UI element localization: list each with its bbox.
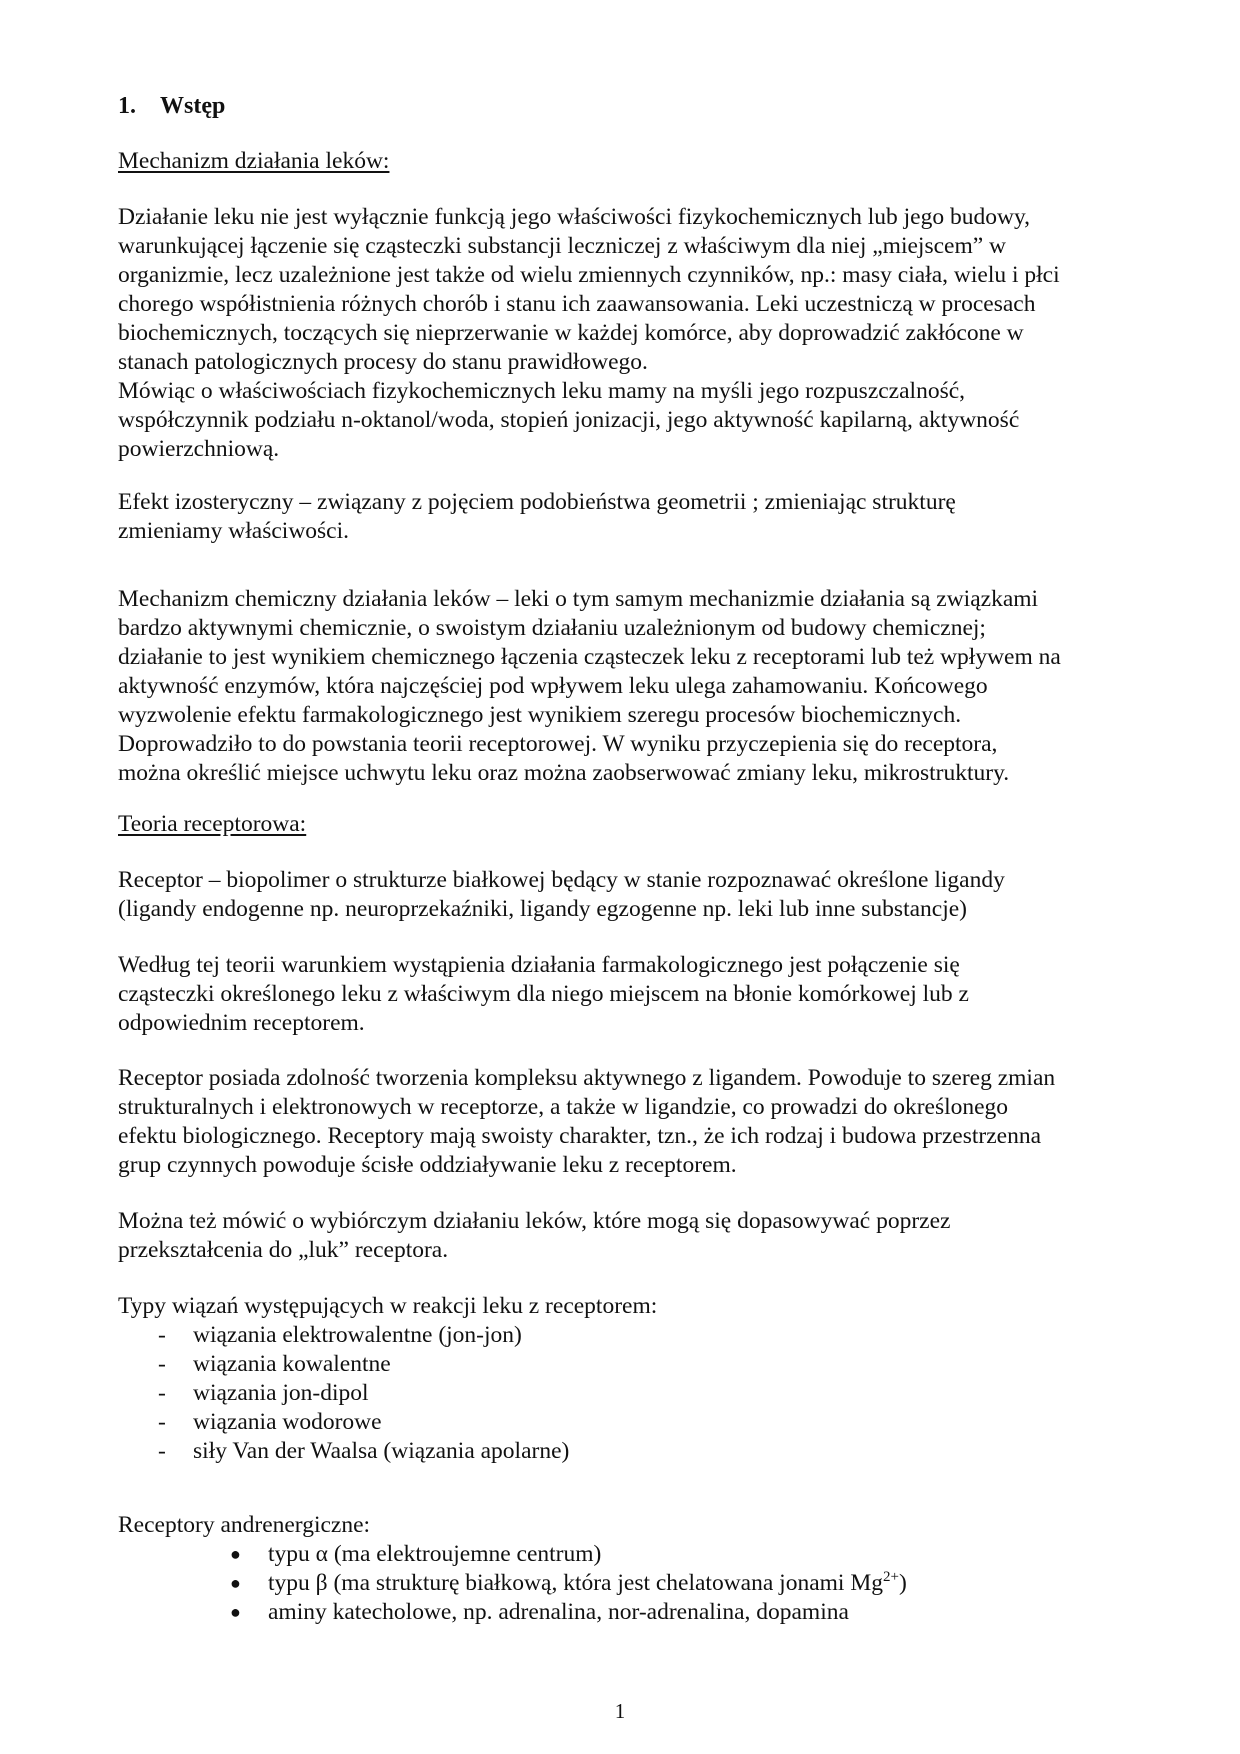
text-line: stanach patologicznych procesy do stanu prawidłowego. xyxy=(118,349,648,375)
bond-types-intro: Typy wiązań występujących w reakcji leku z receptorem: xyxy=(118,1293,658,1319)
text-line: cząsteczki określonego leku z właściwym dla niego miejscem na błonie komórkowej lub z xyxy=(118,981,969,1007)
text-line: aktywność enzymów, która najczęściej pod wpływem leku ulega zahamowaniu. Końcowego xyxy=(118,673,988,699)
heading-number: 1. xyxy=(118,93,136,119)
text-line: warunkującej łączenie się cząsteczki substancji leczniczej z właściwym dla niej „miejscem” w xyxy=(118,233,1007,259)
text-line: powierzchniową. xyxy=(118,436,280,462)
text-line: można określić miejsce uchwytu leku oraz można zaobserwować zmiany leku, mikrostruktury. xyxy=(118,760,1010,786)
subsection-title-mechanism: Mechanizm działania leków: xyxy=(118,148,390,174)
heading-title: Wstęp xyxy=(160,93,226,119)
bond-types-list xyxy=(118,1321,1128,1466)
receptors-intro: Receptory andrenergiczne: xyxy=(118,1512,371,1538)
list-item: ● typu β (ma strukturę białkową, która jest chelatowana jonami $Mg^{2+}$) xyxy=(230,1569,907,1596)
text-line: działanie to jest wynikiem chemicznego łączenia cząsteczek leku z receptorami lub też wpływem na xyxy=(118,644,1061,670)
list-item: ● typu α (ma elektroujemne centrum) xyxy=(230,1541,602,1567)
text-line: współczynnik podziału n-oktanol/woda, stopień jonizacji, jego aktywność kapilarną, aktywność xyxy=(118,407,1020,433)
text-line: zmieniamy właściwości. xyxy=(118,518,350,544)
text-line: (ligandy endogenne np. neuroprzekaźniki, ligandy egzogenne np. leki lub inne substancje) xyxy=(118,896,967,922)
text-line: Receptor posiada zdolność tworzenia kompleksu aktywnego z ligandem. Powoduje to szereg zmian xyxy=(118,1065,1056,1091)
text-line: strukturalnych i elektronowych w receptorze, a także w ligandzie, co prowadzi do określonego xyxy=(118,1094,1009,1120)
text-line: Efekt izosteryczny – związany z pojęciem podobieństwa geometrii ; zmieniając strukturę xyxy=(118,489,956,515)
dash-bullet: - xyxy=(158,1409,166,1435)
text-line: biochemicznych, toczących się nieprzerwanie w każdej komórce, aby doprowadzić zakłócone w xyxy=(118,320,1024,346)
text-line: bardzo aktywnymi chemicznie, o swoistym działaniu uzależnionym od budowy chemicznej; xyxy=(118,615,986,641)
text-line: Mówiąc o właściwościach fizykochemicznych leku mamy na myśli jego rozpuszczalność, xyxy=(118,378,966,404)
dash-bullet: - xyxy=(158,1351,166,1377)
text-line: Mechanizm chemiczny działania leków – leki o tym samym mechanizmie działania są związkami xyxy=(118,586,1039,612)
dash-bullet: - xyxy=(158,1380,166,1406)
receptor-types-list xyxy=(118,1540,1128,1627)
text-line: wyzwolenie efektu farmakologicznego jest wynikiem szeregu procesów biochemicznych. xyxy=(118,702,962,728)
paragraph-isosteric xyxy=(118,488,1128,546)
text-line: Doprowadziło to do powstania teorii receptorowej. W wyniku przyczepienia się do receptora, xyxy=(118,731,998,757)
list-item: ● aminy katecholowe, np. adrenalina, nor-adrenalina, dopamina xyxy=(230,1599,849,1625)
list-item: - wiązania jon-dipol xyxy=(158,1380,369,1406)
paragraph-receptor-definition xyxy=(118,866,1128,924)
list-item: - wiązania wodorowe xyxy=(158,1409,382,1435)
paragraph-mechanism xyxy=(118,203,1128,464)
bullet-dot: ● xyxy=(230,1544,241,1564)
page-number: 1 xyxy=(614,1699,626,1723)
section-heading xyxy=(118,92,1128,121)
superscript-charge: 2+ xyxy=(882,1569,899,1586)
text-line: Można też mówić o wybiórczym działaniu leków, które mogą się dopasowywać poprzez xyxy=(118,1208,951,1234)
list-item: - siły Van der Waalsa (wiązania apolarne) xyxy=(158,1438,570,1464)
paragraph-chemical-mechanism xyxy=(118,585,1128,788)
adrenergic-receptors-section xyxy=(118,1511,1128,1627)
paragraph-selective-action xyxy=(118,1207,1128,1265)
text-line: efektu biologicznego. Receptory mają swoisty charakter, tzn., że ich rodzaj i budowa przestrzenna xyxy=(118,1123,1042,1149)
text-line: Według tej teorii warunkiem wystąpienia działania farmakologicznego jest połączenie się xyxy=(118,952,960,978)
list-item: - wiązania kowalentne xyxy=(158,1351,391,1377)
dash-bullet: - xyxy=(158,1438,166,1464)
text-line: grup czynnych powoduje ścisłe oddziaływanie leku z receptorem. xyxy=(118,1152,737,1178)
paragraph-receptor-complex xyxy=(118,1064,1128,1180)
text-line: organizmie, lecz uzależnione jest także od wielu zmiennych czynników, np.: masy ciała, wielu i płci xyxy=(118,262,1060,288)
text-line: Działanie leku nie jest wyłącznie funkcją jego właściwości fizykochemicznych lub jego budowy, xyxy=(118,204,1031,230)
paragraph-theory-condition xyxy=(118,951,1128,1038)
bond-types-section xyxy=(118,1292,1128,1466)
text-line: chorego współistnienia różnych chorób i stanu ich zaawansowania. Leki uczestniczą w procesach xyxy=(118,291,1036,317)
text-line: odpowiednim receptorem. xyxy=(118,1010,365,1036)
text-line: przekształcenia do „luk” receptora. xyxy=(118,1237,449,1263)
dash-bullet: - xyxy=(158,1322,166,1348)
list-item: - wiązania elektrowalentne (jon-jon) xyxy=(158,1322,522,1348)
bullet-dot: ● xyxy=(230,1573,241,1593)
bullet-dot: ● xyxy=(230,1602,241,1622)
subsection-title-receptor-theory: Teoria receptorowa: xyxy=(118,811,307,837)
text-line: Receptor – biopolimer o strukturze białkowej będący w stanie rozpoznawać określone ligandy xyxy=(118,867,1005,893)
